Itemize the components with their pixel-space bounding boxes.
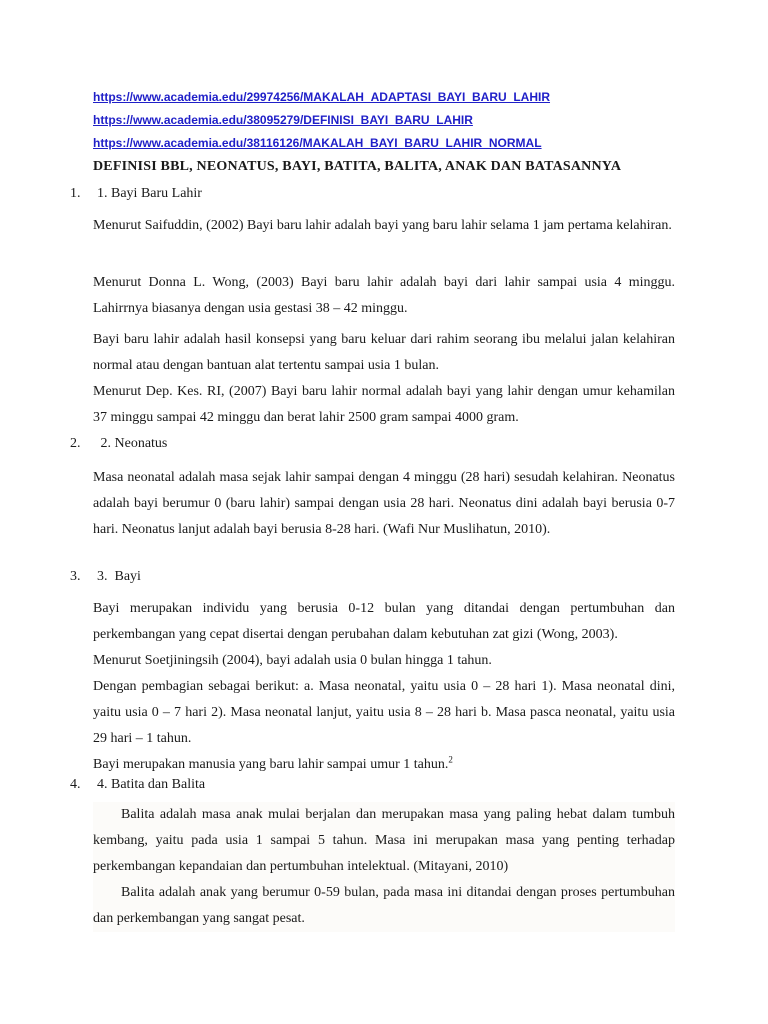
paragraph-text: Menurut Soetjiningsih (2004), bayi adalah usia 0 bulan hingga 1 tahun.: [93, 653, 492, 668]
section-number: 2.: [70, 436, 81, 451]
reference-link[interactable]: https://www.academia.edu/38116126/MAKALAH_BAYI_BARU_LAHIR_NORMAL: [93, 136, 542, 150]
paragraph-text: Menurut Dep. Kes. RI, (2007) Bayi baru lahir normal adalah bayi yang lahir dengan umur kehamilan 37 minggu sampai 42 minggu dan berat lahir 2500 gram sampai 4000 gram.: [93, 384, 675, 425]
reference-links: [93, 86, 550, 155]
shaded-paragraph-block: [93, 802, 675, 932]
paragraph-text: Dengan pembagian sebagai berikut: a. Masa neonatal, yaitu usia 0 – 28 hari 1). Masa neonatal dini, yaitu usia 0 – 7 hari 2). Masa neonatal lanjut, yaitu usia 8 – 28 hari b. Masa pasca neonatal, yaitu usia 29 hari – 1 tahun.: [93, 679, 675, 746]
paragraph-text: Balita adalah anak yang berumur 0-59 bulan, pada masa ini ditandai dengan proses pertumbuhan dan perkembangan yang sangat pesat.: [93, 885, 675, 926]
reference-link[interactable]: https://www.academia.edu/38095279/DEFINISI_BAYI_BARU_LAHIR: [93, 113, 473, 127]
section-title: [70, 569, 141, 585]
section-number: 1.: [70, 186, 81, 201]
paragraph: Masa neonatal adalah masa sejak lahir sampai dengan 4 minggu (28 hari) sesudah kelahiran. Neonatus adalah bayi berumur 0 (baru lahir) sampai dengan usia 28 hari. Neonatus dini adalah bayi berusia 0-7 hari. Neonatus lanjut adalah bayi berusia 8-28 hari. (Wafi Nur Muslihatun, 2010).: [93, 470, 675, 537]
section-title-text: 1. Bayi Baru Lahir: [97, 186, 202, 201]
paragraph-text: Balita adalah masa anak mulai berjalan dan merupakan masa yang paling hebat dalam tumbuh kembang, yaitu pada usia 1 sampai 5 tahun. Masa ini merupakan masa yang penting terhadap perkembangan kepandaian dan pertumbuhan intelektual. (Mitayani, 2010): [93, 807, 675, 874]
paragraph: Menurut Saifuddin, (2002) Bayi baru lahir adalah bayi yang baru lahir selama 1 jam pertama kelahiran.: [93, 218, 672, 233]
section-number: 4.: [70, 777, 81, 792]
document-heading: DEFINISI BBL, NEONATUS, BAYI, BATITA, BALITA, ANAK DAN BATASANNYA: [93, 159, 622, 174]
paragraph: [93, 596, 675, 778]
footnote-marker: 2: [448, 754, 453, 765]
paragraph: Menurut Donna L. Wong, (2003) Bayi baru lahir adalah bayi dari lahir sampai usia 4 minggu. Lahirrnya biasanya dengan usia gestasi 38 – 42 minggu.: [93, 275, 675, 316]
section-number: 3.: [70, 569, 81, 584]
section-title-text: 3. Bayi: [97, 569, 141, 584]
paragraph-text: Bayi merupakan manusia yang baru lahir sampai umur 1 tahun.$^2$: [93, 754, 453, 772]
paragraph-text: Bayi baru lahir adalah hasil konsepsi yang baru keluar dari rahim seorang ibu melalui jalan kelahiran normal atau dengan bantuan alat tertentu sampai usia 1 bulan.: [93, 332, 675, 373]
section-title: [70, 186, 202, 202]
paragraph-text: Bayi merupakan individu yang berusia 0-12 bulan yang ditandai dengan pertumbuhan dan perkembangan yang cepat disertai dengan perubahan dalam kebutuhan zat gizi (Wong, 2003).: [93, 601, 675, 642]
section-title-text: 2. Neonatus: [97, 436, 168, 451]
section-title: [70, 777, 205, 793]
reference-link[interactable]: https://www.academia.edu/29974256/MAKALAH_ADAPTASI_BAYI_BARU_LAHIR: [93, 90, 551, 104]
paragraph: [93, 327, 675, 431]
section-title-text: 4. Batita dan Balita: [97, 777, 206, 792]
section-title: [70, 436, 167, 452]
